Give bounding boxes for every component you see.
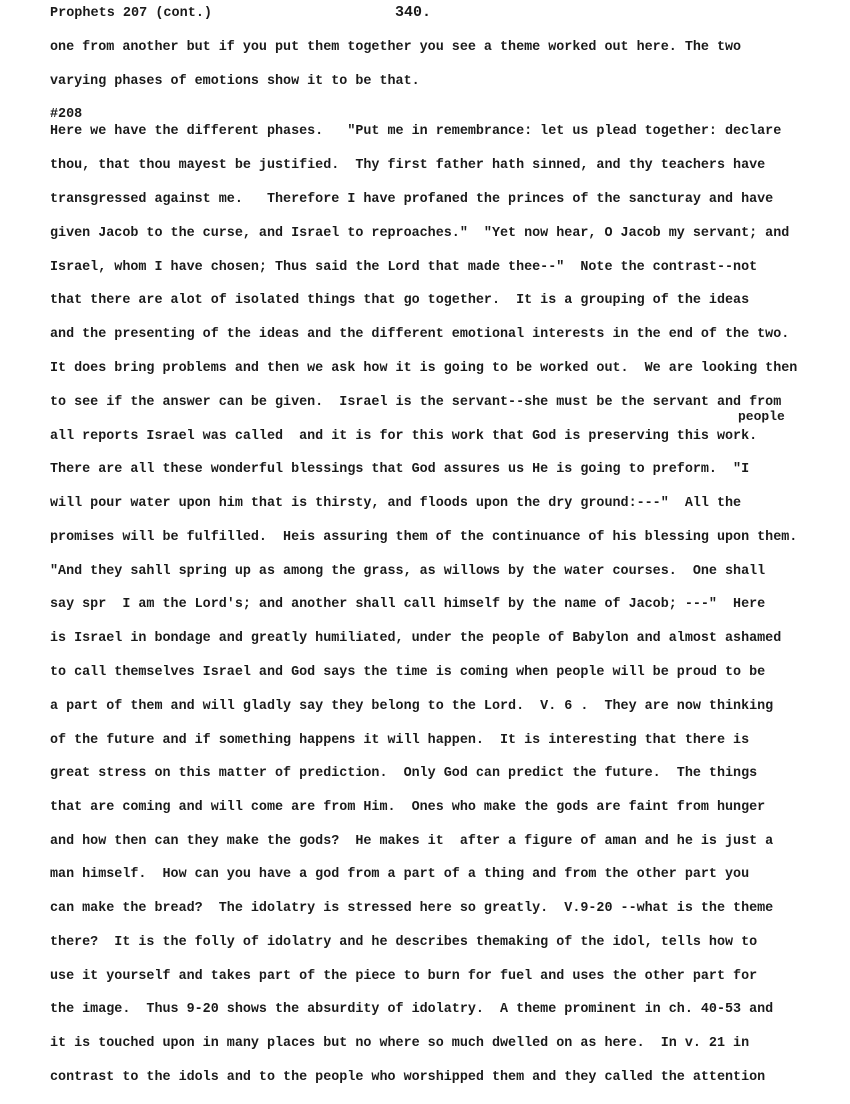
handwritten-insert: people bbox=[738, 409, 785, 424]
text-line: "And they sahll spring up as among the grass, as willows by the water courses. One shall bbox=[50, 564, 766, 579]
text-line: There are all these wonderful blessings that God assures us He is going to preform. "I bbox=[50, 462, 750, 477]
text-line: transgressed against me. Therefore I have profaned the princes of the sancturay and have bbox=[50, 192, 774, 207]
text-line: to call themselves Israel and God says the time is coming when people will be proud to be bbox=[50, 665, 766, 680]
text-line: one from another but if you put them together you see a theme worked out here. The two bbox=[50, 40, 742, 55]
text-line: all reports Israel was called and it is for this work that God is preserving this work. bbox=[50, 429, 758, 444]
page-number: 340. bbox=[395, 4, 432, 21]
text-line: will pour water upon him that is thirsty, and floods upon the dry ground:---" All the bbox=[50, 496, 742, 511]
text-line: to see if the answer can be given. Israel is the servant--she must be the servant and from bbox=[50, 395, 782, 410]
text-line: a part of them and will gladly say they belong to the Lord. V. 6 . They are now thinking bbox=[50, 699, 774, 714]
text-line: and how then can they make the gods? He makes it after a figure of aman and he is just a bbox=[50, 834, 774, 849]
text-line: It does bring problems and then we ask how it is going to be worked out. We are looking then bbox=[50, 361, 798, 376]
text-line: that are coming and will come are from Him. Ones who make the gods are faint from hunger bbox=[50, 800, 766, 815]
text-line: the image. Thus 9-20 shows the absurdity of idolatry. A theme prominent in ch. 40-53 and bbox=[50, 1002, 774, 1017]
text-line: great stress on this matter of prediction. Only God can predict the future. The things bbox=[50, 766, 758, 781]
text-line: Israel, whom I have chosen; Thus said the Lord that made thee--" Note the contrast--not bbox=[50, 260, 758, 275]
text-line: use it yourself and takes part of the piece to burn for fuel and uses the other part for bbox=[50, 969, 758, 984]
text-line: contrast to the idols and to the people who worshipped them and they called the attention bbox=[50, 1070, 766, 1085]
section-marker: #208 bbox=[50, 107, 83, 122]
text-line: of the future and if something happens it will happen. It is interesting that there is bbox=[50, 733, 750, 748]
text-line: and the presenting of the ideas and the different emotional interests in the end of the two. bbox=[50, 327, 790, 342]
text-line: Here we have the different phases. "Put me in remembrance: let us plead together: declare bbox=[50, 124, 782, 139]
text-line: say spr I am the Lord's; and another shall call himself by the name of Jacob; ---" Here bbox=[50, 597, 766, 612]
text-line: varying phases of emotions show it to be that. bbox=[50, 74, 420, 89]
text-line: there? It is the folly of idolatry and he describes themaking of the idol, tells how to bbox=[50, 935, 758, 950]
text-line: given Jacob to the curse, and Israel to reproaches." "Yet now hear, O Jacob my servant; and bbox=[50, 226, 790, 241]
text-line: thou, that thou mayest be justified. Thy first father hath sinned, and thy teachers have bbox=[50, 158, 766, 173]
text-line: promises will be fulfilled. Heis assuring them of the continuance of his blessing upon them. bbox=[50, 530, 798, 545]
text-line: is Israel in bondage and greatly humiliated, under the people of Babylon and almost ashamed bbox=[50, 631, 782, 646]
text-line: it is touched upon in many places but no where so much dwelled on as here. In v. 21 in bbox=[50, 1036, 750, 1051]
text-line: man himself. How can you have a god from a part of a thing and from the other part you bbox=[50, 867, 750, 882]
page-header-title: Prophets 207 (cont.) bbox=[50, 6, 213, 21]
text-line: that there are alot of isolated things that go together. It is a grouping of the ideas bbox=[50, 293, 750, 308]
text-line: can make the bread? The idolatry is stressed here so greatly. V.9-20 --what is the theme bbox=[50, 901, 774, 916]
